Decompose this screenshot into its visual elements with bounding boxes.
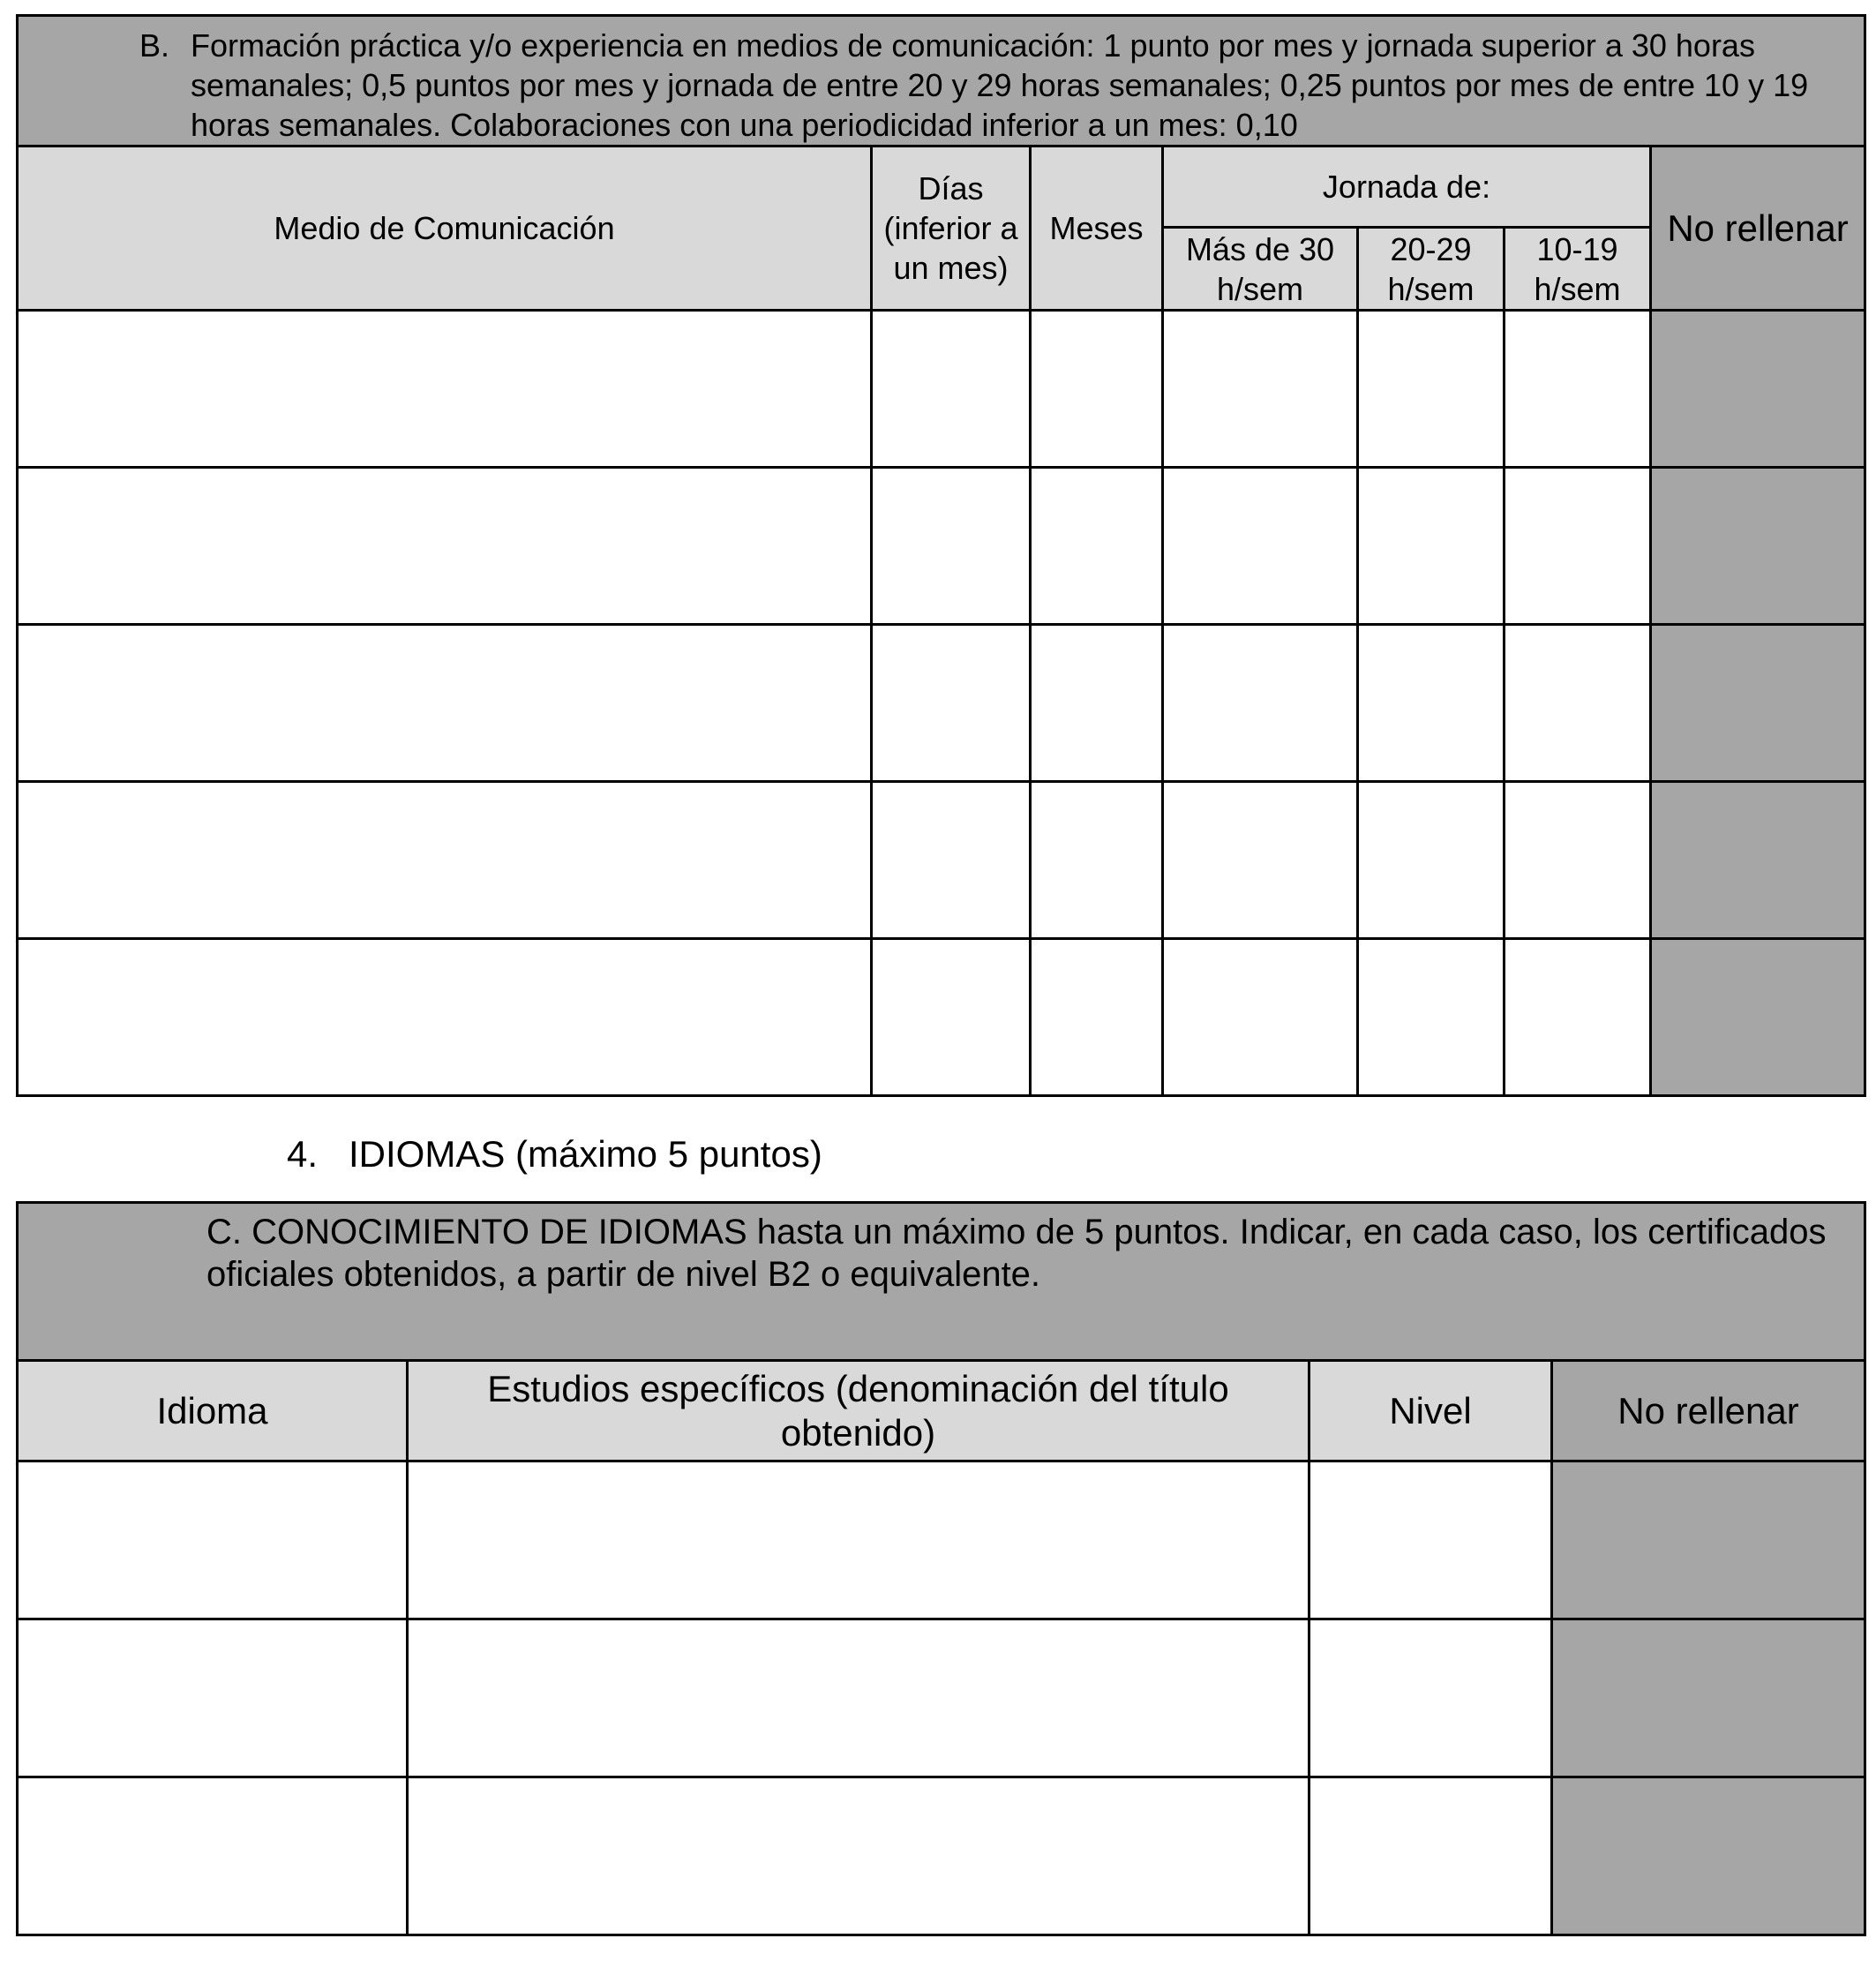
no-rellenar-cell [1651,468,1865,625]
mas-30-cell[interactable] [1163,782,1358,939]
nivel-cell[interactable] [1309,1461,1552,1619]
idioma-cell[interactable] [18,1461,408,1619]
medio-cell[interactable] [18,782,872,939]
idioma-cell[interactable] [18,1777,408,1935]
medio-cell[interactable] [18,939,872,1096]
h20-29-cell[interactable] [1358,311,1505,468]
table-row [18,468,1865,625]
header-medio: Medio de Comunicación [18,147,872,311]
header-jornada: Jornada de: [1163,147,1651,228]
h20-29-cell[interactable] [1358,782,1505,939]
no-rellenar-cell [1552,1619,1865,1777]
header-mas-30: Más de 30 h/sem [1163,228,1358,311]
header-10-19: 10-19 h/sem [1505,228,1651,311]
section-c-title: C. CONOCIMIENTO DE IDIOMAS hasta un máximo de 5 puntos. Indicar, en cada caso, los certificados oficiales obtenidos, a partir de nivel B2 o equivalente. [18,1203,1865,1361]
medio-cell[interactable] [18,625,872,782]
dias-cell[interactable] [872,625,1031,782]
nivel-cell[interactable] [1309,1619,1552,1777]
estudios-cell[interactable] [408,1777,1309,1935]
section-b-title [18,16,1865,147]
section-b-marker: B. [139,27,169,64]
dias-cell[interactable] [872,311,1031,468]
meses-cell[interactable] [1031,939,1163,1096]
medio-cell[interactable] [18,311,872,468]
mas-30-cell[interactable] [1163,468,1358,625]
languages-table [16,1201,1866,1936]
h10-19-cell[interactable] [1505,468,1651,625]
table-row [18,311,1865,468]
no-rellenar-cell [1651,939,1865,1096]
table-row [18,782,1865,939]
dias-cell[interactable] [872,782,1031,939]
mas-30-cell[interactable] [1163,625,1358,782]
table-row [18,939,1865,1096]
no-rellenar-cell [1552,1777,1865,1935]
idioma-cell[interactable] [18,1619,408,1777]
estudios-cell[interactable] [408,1461,1309,1619]
meses-cell[interactable] [1031,625,1163,782]
header-dias: Días (inferior a un mes) [872,147,1031,311]
table-row [18,1777,1865,1935]
h10-19-cell[interactable] [1505,625,1651,782]
header-20-29: 20-29 h/sem [1358,228,1505,311]
meses-cell[interactable] [1031,311,1163,468]
dias-cell[interactable] [872,468,1031,625]
dias-cell[interactable] [872,939,1031,1096]
estudios-cell[interactable] [408,1619,1309,1777]
mas-30-cell[interactable] [1163,311,1358,468]
medio-cell[interactable] [18,468,872,625]
table-row [18,1619,1865,1777]
nivel-cell[interactable] [1309,1777,1552,1935]
h20-29-cell[interactable] [1358,939,1505,1096]
section-b-description: Formación práctica y/o experiencia en medios de comunicación: 1 punto por mes y jornada superior a 30 horas semanales; 0,5 puntos por mes y jornada de entre 20 y 29 horas semanales; 0,25 puntos por mes de entre 10 y 19 horas semanales. Colaboraciones con una periodicidad inferior a un mes: 0,10 [191,27,1809,143]
header-no-rellenar: No rellenar [1651,147,1865,311]
h10-19-cell[interactable] [1505,782,1651,939]
no-rellenar-cell [1552,1461,1865,1619]
no-rellenar-cell [1651,311,1865,468]
table-row [18,1461,1865,1619]
h10-19-cell[interactable] [1505,311,1651,468]
header-estudios: Estudios específicos (denominación del título obtenido) [408,1361,1309,1461]
section-4-heading [287,1131,822,1177]
experience-table [16,14,1866,1097]
no-rellenar-cell [1651,625,1865,782]
header-nivel: Nivel [1309,1361,1552,1461]
meses-cell[interactable] [1031,782,1163,939]
header-no-rellenar: No rellenar [1552,1361,1865,1461]
header-idioma: Idioma [18,1361,408,1461]
no-rellenar-cell [1651,782,1865,939]
mas-30-cell[interactable] [1163,939,1358,1096]
h20-29-cell[interactable] [1358,468,1505,625]
section-4-title: IDIOMAS (máximo 5 puntos) [349,1133,822,1175]
table-row [18,625,1865,782]
h10-19-cell[interactable] [1505,939,1651,1096]
h20-29-cell[interactable] [1358,625,1505,782]
meses-cell[interactable] [1031,468,1163,625]
section-4-number: 4. [287,1133,319,1175]
header-meses: Meses [1031,147,1163,311]
